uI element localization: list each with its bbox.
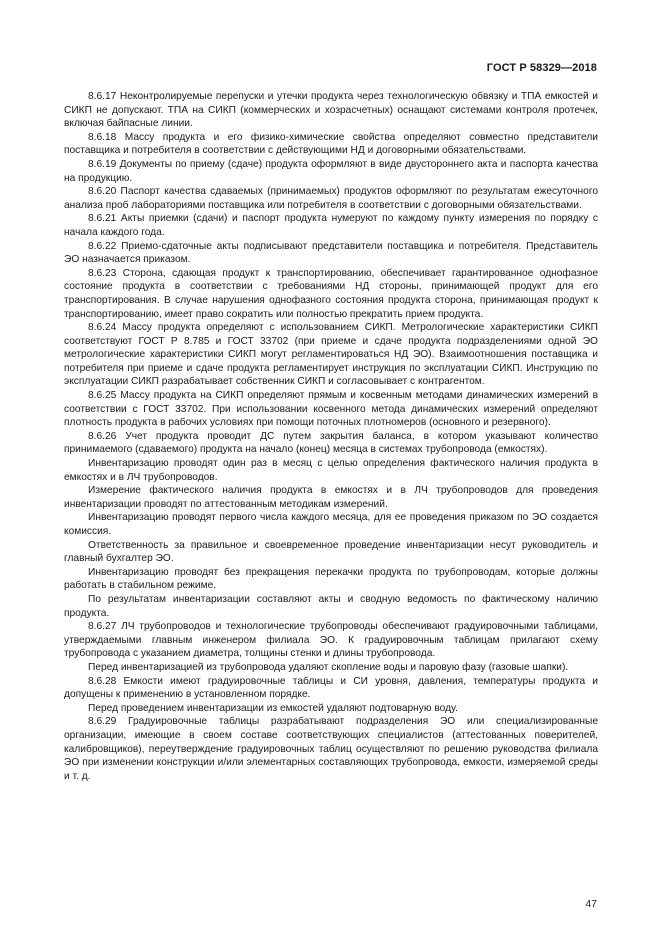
paragraph: 8.6.17 Неконтролируемые перепуски и утечки продукта через технологическую обвязку и ТПА емкостей и СИКП не допускают. ТПА на СИКП (коммерческих и хозрасчетных) оснащают системами контроля протечек, включая байпасные линии. bbox=[64, 91, 598, 130]
paragraph: Инвентаризацию проводят один раз в месяц с целью определения фактического наличия продукта в емкостях и в ЛЧ трубопроводов. bbox=[64, 458, 598, 483]
paragraph: 8.6.28 Емкости имеют градуировочные таблицы и СИ уровня, давления, температуры продукта и допущены к применению в установленном порядке. bbox=[64, 675, 598, 701]
paragraph: Перед инвентаризацией из трубопровода удаляют скопление воды и паровую фазу (газовые шапки). bbox=[88, 661, 569, 673]
paragraph: 8.6.18 Массу продукта и его физико-химические свойства определяют совместно представители поставщика и потребителя в соответствии с действующими НД и договорными обязательствами. bbox=[64, 131, 598, 157]
paragraph: По результатам инвентаризации составляют акты и сводную ведомость по фактическому наличию продукта. bbox=[64, 593, 598, 619]
paragraph: Инвентаризацию проводят без прекращения перекачки продукта по трубопроводам, которые должны работать в стабильном режиме. bbox=[64, 566, 598, 592]
paragraph: 8.6.21 Акты приемки (сдачи) и паспорт продукта нумеруют по каждому пункту измерения по порядку с начала каждого года. bbox=[64, 213, 598, 238]
paragraph: 8.6.25 Массу продукта на СИКП определяют прямым и косвенным методами динамических измерений в соответствии с ГОСТ 33702. При использовании косвенного метода динамических измерений определяют плотность продукта в рабочих условиях при помощи поточных плотномеров (основного и резервного). bbox=[64, 390, 598, 429]
paragraph: Перед проведением инвентаризации из емкостей удаляют подтоварную воду. bbox=[88, 702, 458, 714]
paragraph: 8.6.29 Градуировочные таблицы разрабатывают подразделения ЭО или специализированные организации, имеющие в своем составе соответствующих специалистов (аттестованных поверителей, калибровщиков), переутверждение градуировочных таблиц осуществляют по решению руководства филиала ЭО при изменении конструкции и/или элементарных составляющих трубопровода, емкости, измеряемой среды и т. д. bbox=[64, 716, 598, 782]
paragraph: 8.6.23 Сторона, сдающая продукт к транспортированию, обеспечивает гарантированное однофазное состояние продукта в соответствии с требованиями НД стороны, принимающей продукт для его транспортирования. В случае нарушения однофазного состояния продукта сторона, принимающая продукт к транспортированию, имеет право сократить или полностью прекратить прием продукта. bbox=[64, 267, 598, 320]
document-body bbox=[64, 90, 598, 783]
paragraph: Измерение фактического наличия продукта в емкостях и в ЛЧ трубопроводов для проведения инвентаризации проводят по аттестованным методикам измерений. bbox=[64, 485, 598, 510]
paragraph: 8.6.24 Массу продукта определяют с использованием СИКП. Метрологические характеристики СИКП соответствуют ГОСТ Р 8.785 и ГОСТ 33702 (при приеме и сдаче продукта подразделениями одной ЭО метрологические характеристики СИКП могут регламентироваться НД ЭО). Взаимоотношения поставщика и потребителя при приеме и сдаче продукта регламентирует инструкция по эксплуатации СИКП. Инструкцию по эксплуатации СИКП разрабатывает собственник СИКП и согласовывает с контрагентом. bbox=[64, 322, 598, 388]
paragraph: 8.6.22 Приемо-сдаточные акты подписывают представители поставщика и потребителя. Представитель ЭО назначается приказом. bbox=[64, 240, 598, 266]
standard-designation: ГОСТ Р 58329—2018 bbox=[486, 62, 597, 74]
paragraph: Инвентаризацию проводят первого числа каждого месяца, для ее проведения приказом по ЭО создается комиссия. bbox=[64, 512, 598, 537]
paragraph: 8.6.27 ЛЧ трубопроводов и технологические трубопроводы обеспечивают градуировочными таблицами, утверждаемыми главным инженером филиала ЭО. К градуировочным таблицам прилагают схему трубопровода с указанием диаметра, толщины стенки и длины трубопровода. bbox=[64, 621, 598, 660]
paragraph: 8.6.19 Документы по приему (сдаче) продукта оформляют в виде двустороннего акта и паспорта качества на продукцию. bbox=[64, 158, 598, 184]
paragraph: 8.6.26 Учет продукта проводит ДС путем закрытия баланса, в котором указывают количество принимаемого (сдаваемого) продукта на начало (конец) месяца в системах трубопровода (емкостях). bbox=[64, 430, 598, 456]
page-number: 47 bbox=[585, 898, 597, 910]
paragraph: 8.6.20 Паспорт качества сдаваемых (принимаемых) продуктов оформляют по результатам ежесуточного анализа проб лабораториями поставщика или потребителя в соответствии с договорными обязательствами. bbox=[64, 186, 598, 211]
paragraph: Ответственность за правильное и своевременное проведение инвентаризации несут руководитель и главный бухгалтер ЭО. bbox=[64, 539, 598, 565]
